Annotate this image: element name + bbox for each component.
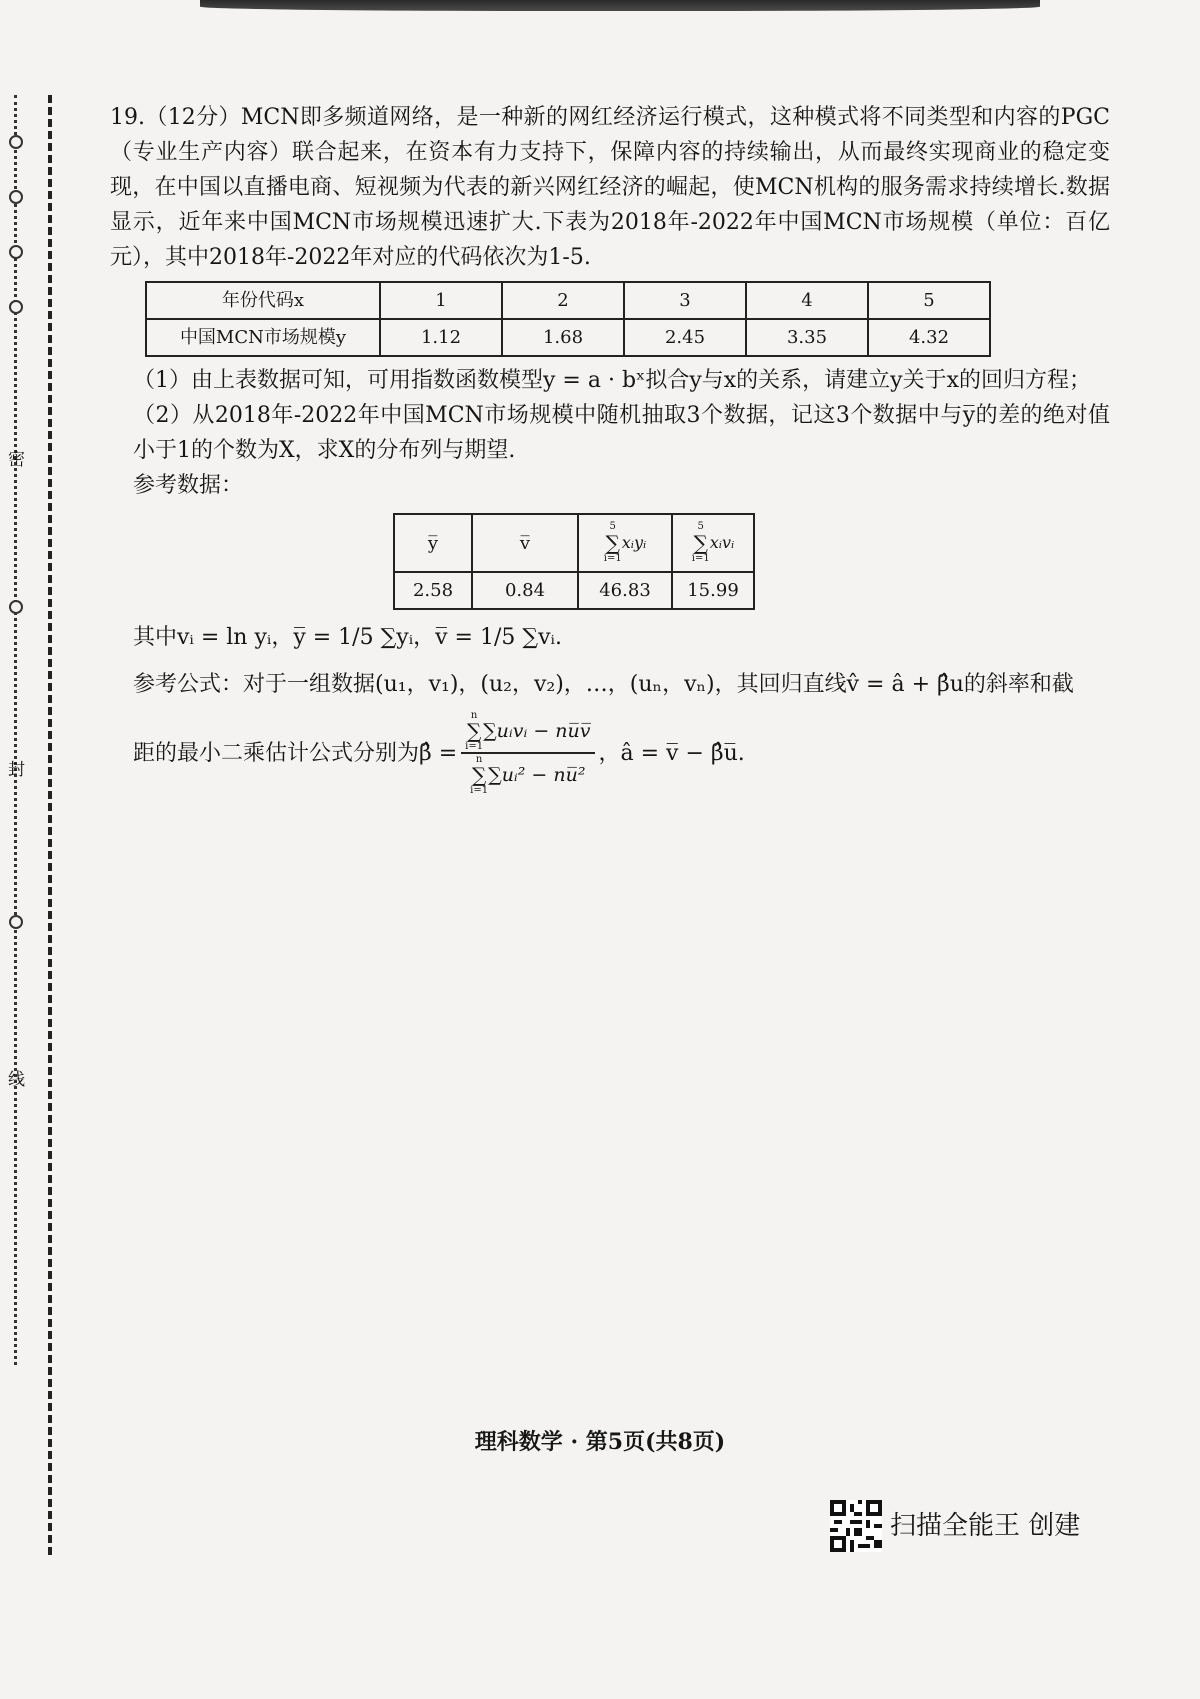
binding-dashed-line <box>48 95 52 1555</box>
table-cell: 3.35 <box>746 319 868 356</box>
qr-code-icon <box>830 1500 882 1552</box>
binding-dotted-line <box>14 95 17 1365</box>
table-row <box>146 282 990 319</box>
market-size-table <box>145 281 991 357</box>
sum-upper: 5 <box>697 521 704 532</box>
scan-top-edge <box>200 0 1040 11</box>
table-header <box>578 514 672 572</box>
formula-tail: ，â = v̅ − β̂u̅. <box>598 740 745 766</box>
table-row <box>146 319 990 356</box>
question-intro <box>110 100 1110 275</box>
scanner-watermark: 扫描全能王 创建 <box>890 1511 1081 1541</box>
sum-term: xᵢyᵢ <box>621 533 647 552</box>
sum-term: xᵢvᵢ <box>709 533 735 552</box>
summation-symbol: 5 ∑ i=1 <box>691 521 710 564</box>
table-cell: 1.68 <box>502 319 624 356</box>
binding-mark-feng: 封 <box>8 760 25 780</box>
table-cell: 4.32 <box>868 319 990 356</box>
table-header: y̅ <box>394 514 472 572</box>
table-row-label: 中国MCN市场规模y <box>146 319 380 356</box>
table-header: v̅ <box>472 514 578 572</box>
table-cell: 1 <box>380 282 502 319</box>
table-row-label: 年份代码x <box>146 282 380 319</box>
least-squares-formula <box>110 710 1110 796</box>
question-intro-text: MCN即多频道网络，是一种新的网红经济运行模式，这种模式将不同类型和内容的PGC（专业生产内容）联合起来，在资本有力支持下，保障内容的持续输出，从而最终实现商业的稳定变现，在中国以直播电商、短视频为代表的新兴网红经济的崛起，使MCN机构的服务需求持续增长.数据显示，近年来中国MCN市场规模迅速扩大.下表为2018年-2022年中国MCN市场规模（单位：百亿元），其中2018年-2022年对应的代码依次为1-5. <box>110 105 1111 270</box>
where-line: 其中vᵢ = ln yᵢ，y̅ = 1/5 ∑yᵢ，v̅ = 1/5 ∑vᵢ. <box>133 625 562 650</box>
table-header <box>672 514 754 572</box>
fraction <box>461 710 594 796</box>
binding-hole <box>9 300 23 314</box>
fraction-numerator: n ∑ i=1 ∑uᵢvᵢ − nu̅v̅ <box>465 710 591 752</box>
question-19 <box>110 100 1110 796</box>
table-cell: 0.84 <box>472 572 578 609</box>
table-row <box>394 572 754 609</box>
table-cell: 4 <box>746 282 868 319</box>
table-cell: 1.12 <box>380 319 502 356</box>
table-cell: 2.45 <box>624 319 746 356</box>
fraction-denominator: n ∑ i=1 ∑uᵢ² − nu̅² <box>470 754 586 796</box>
table-cell: 15.99 <box>672 572 754 609</box>
table-cell: 5 <box>868 282 990 319</box>
reference-data-table <box>393 513 755 610</box>
part-1: （1）由上表数据可知，可用指数函数模型y = a · bˣ拟合y与x的关系，请建立y关于x的回归方程； <box>133 368 1092 393</box>
formula-lead: 距的最小二乘估计公式分别为β̂ = <box>133 740 458 766</box>
table-cell: 3 <box>624 282 746 319</box>
binding-hole <box>9 245 23 259</box>
sum-lower: i=1 <box>691 553 710 564</box>
binding-hole <box>9 915 23 929</box>
summation-symbol: n ∑ i=1 <box>470 754 489 796</box>
sum-upper: 5 <box>609 521 616 532</box>
binding-margin <box>0 0 70 1600</box>
question-number: 19.（12分） <box>110 105 241 130</box>
summation-symbol: n ∑ i=1 <box>465 710 484 752</box>
table-row <box>394 514 754 572</box>
table-cell: 2.58 <box>394 572 472 609</box>
table-cell: 2 <box>502 282 624 319</box>
summation-symbol: 5 ∑ i=1 <box>603 521 622 564</box>
binding-mark-xian: 线 <box>8 1070 25 1090</box>
table-cell: 46.83 <box>578 572 672 609</box>
reference-data-label: 参考数据： <box>133 473 244 498</box>
binding-hole <box>9 135 23 149</box>
sum-lower: i=1 <box>603 553 622 564</box>
binding-hole <box>9 600 23 614</box>
binding-hole <box>9 190 23 204</box>
page-footer: 理科数学 · 第5页(共8页) <box>474 1429 726 1455</box>
part-2: （2）从2018年-2022年中国MCN市场规模中随机抽取3个数据，记这3个数据中与y̅的差的绝对值小于1的个数为X，求X的分布列与期望. <box>133 403 1110 463</box>
formula-intro: 参考公式：对于一组数据(u₁，v₁)，(u₂，v₂)，…，(uₙ，vₙ)，其回归直线v̂ = â + β̂u的斜率和截 <box>133 672 1074 697</box>
binding-mark-mi: 密 <box>8 450 25 470</box>
